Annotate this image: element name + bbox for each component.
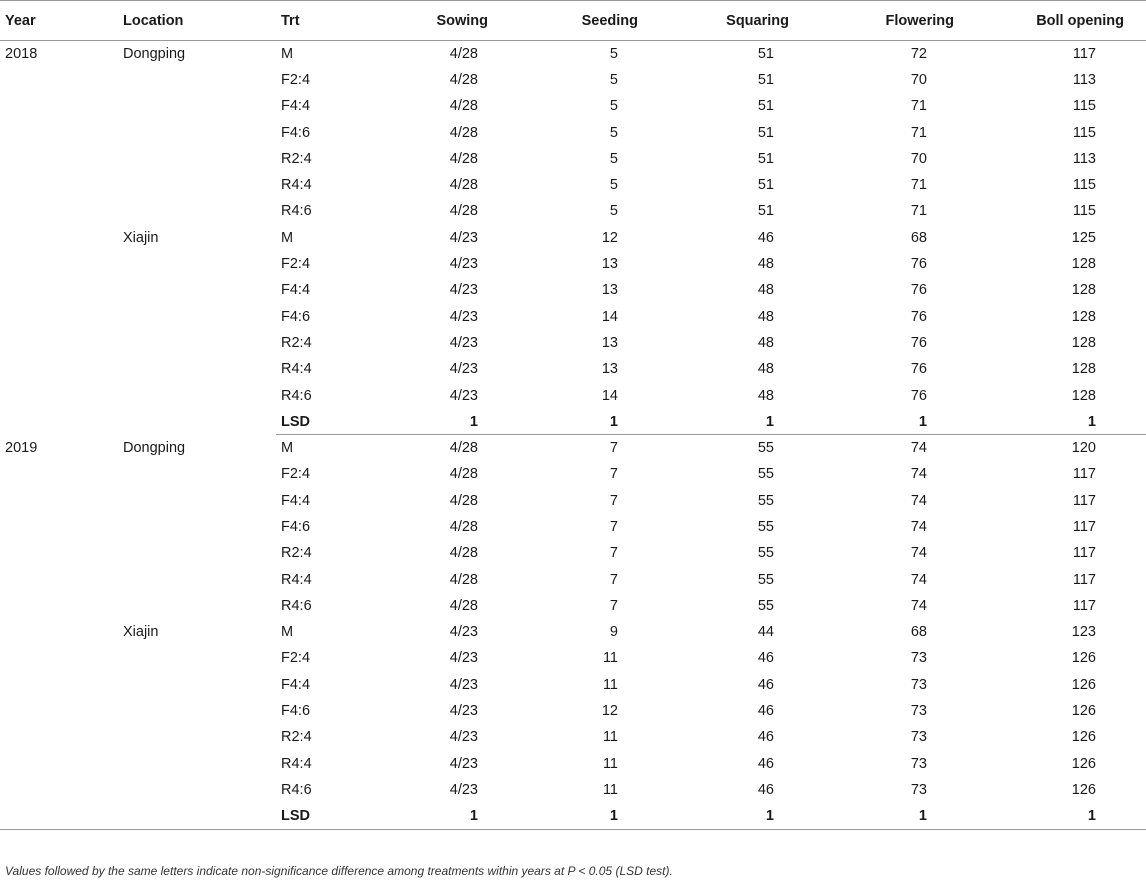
header-seeding: Seeding [510,1,660,41]
header-boll-opening: Boll opening [976,1,1146,41]
cell-sowing: 4/28 [449,571,478,588]
cell-sowing: 4/28 [449,124,478,141]
cell-trt: R2:4 [281,334,312,351]
cell-seeding: 13 [601,334,618,351]
table-row [0,672,1146,698]
table-row [0,488,1146,514]
cell-trt: F4:4 [281,282,311,299]
cell-trt: F4:6 [281,703,311,720]
cell-squaring: 44 [757,624,774,641]
cell-year [0,619,118,645]
cell-squaring: 48 [757,334,774,351]
cell-location: Xiajin [123,229,159,246]
cell-location [118,93,276,119]
cell-seeding: 5 [609,150,618,167]
cell-sowing: 4/28 [449,150,478,167]
cell-trt: R4:6 [281,781,312,798]
cell-sowing: 4/28 [449,45,478,62]
cell-flowering: 76 [910,334,927,351]
cell-flowering: 73 [910,703,927,720]
cell-squaring: 51 [757,98,774,115]
cell-squaring: 46 [757,676,774,693]
cell-location [118,777,276,803]
cell-squaring: 46 [757,650,774,667]
cell-squaring: 48 [757,308,774,325]
cell-sowing: 4/28 [449,203,478,220]
cell-trt: R4:4 [281,361,312,378]
cell-seeding: 5 [609,71,618,88]
cell-flowering: 72 [910,45,927,62]
cell-seeding: 11 [602,781,618,798]
table-row [0,67,1146,93]
cell-squaring: 51 [757,177,774,194]
header-row [0,1,1146,41]
table-row [0,146,1146,172]
table-row [0,382,1146,408]
cell-trt: R2:4 [281,150,312,167]
cell-flowering: 74 [910,466,927,483]
cell-flowering: 1 [811,409,976,435]
cell-sowing: 4/23 [449,334,478,351]
cell-sowing: 4/23 [449,781,478,798]
header-squaring: Squaring [660,1,811,41]
cell-year [0,303,118,329]
cell-squaring: 51 [757,71,774,88]
table-row [0,330,1146,356]
cell-location [118,356,276,382]
cell-location [118,146,276,172]
cell-flowering: 1 [811,803,976,829]
cell-location: Dongping [123,45,186,62]
table-row [0,119,1146,145]
header-sowing: Sowing [360,1,510,41]
cell-seeding: 7 [609,518,618,535]
cell-seeding: 7 [609,492,618,509]
cell-flowering: 71 [910,124,927,141]
cell-squaring: 1 [660,409,811,435]
table-row [0,645,1146,671]
cell-sowing: 4/23 [449,229,478,246]
cell-sowing: 1 [360,409,510,435]
cell-boll-opening: 126 [1071,650,1096,667]
cell-trt: F2:4 [281,71,311,88]
cell-squaring: 48 [757,387,774,404]
cell-trt: R4:4 [281,177,312,194]
cell-year [0,540,118,566]
cell-flowering: 73 [910,676,927,693]
table-row [0,698,1146,724]
cell-trt: F4:4 [281,676,311,693]
cell-flowering: 70 [910,150,927,167]
cell-trt: F2:4 [281,256,311,273]
cell-seeding: 7 [609,466,618,483]
cell-seeding: 5 [609,45,618,62]
table-row [0,514,1146,540]
header-year: Year [0,1,118,41]
lsd-row [0,409,1146,435]
cell-trt: R4:4 [281,571,312,588]
cell-sowing: 4/23 [449,729,478,746]
cell-trt: F2:4 [281,650,311,667]
cell-squaring: 46 [757,781,774,798]
cell-boll-opening: 117 [1072,518,1096,535]
table-row [0,93,1146,119]
header-location: Location [118,1,276,41]
cell-flowering: 73 [910,650,927,667]
cell-seeding: 13 [601,282,618,299]
cell-boll-opening: 113 [1072,150,1096,167]
cell-location [118,172,276,198]
cell-year [0,356,118,382]
cell-seeding: 13 [601,361,618,378]
cell-squaring: 48 [757,361,774,378]
cell-boll-opening: 115 [1072,177,1096,194]
cell-seeding: 11 [602,755,618,772]
cell-year [0,593,118,619]
header-trt: Trt [276,1,360,41]
cell-location [118,277,276,303]
cell-flowering: 74 [910,492,927,509]
cell-year: 2019 [5,440,38,457]
cell-year [0,93,118,119]
cell-squaring: 46 [757,703,774,720]
cell-sowing: 4/23 [449,282,478,299]
cell-trt: R4:6 [281,387,312,404]
cell-boll-opening: 128 [1071,334,1096,351]
cell-sowing: 1 [360,803,510,829]
cell-sowing: 4/23 [449,624,478,641]
cell-year [0,146,118,172]
cell-seeding: 5 [609,203,618,220]
cell-year [0,409,118,435]
table-row [0,277,1146,303]
cell-year [0,172,118,198]
cell-flowering: 73 [910,781,927,798]
cell-trt: F2:4 [281,466,311,483]
cell-location: Xiajin [123,624,159,641]
cell-sowing: 4/23 [449,361,478,378]
cell-boll-opening: 115 [1072,203,1096,220]
table-row [0,172,1146,198]
table-row [0,724,1146,750]
cell-year [0,751,118,777]
cell-trt: LSD [276,409,360,435]
cell-sowing: 4/23 [449,650,478,667]
cell-location [118,540,276,566]
table-row [0,540,1146,566]
cell-seeding: 7 [609,571,618,588]
cell-boll-opening: 128 [1071,308,1096,325]
cell-location [118,488,276,514]
cell-sowing: 4/23 [449,308,478,325]
cell-location [118,409,276,435]
table-row [0,225,1146,251]
cell-flowering: 68 [910,229,927,246]
cell-boll-opening: 125 [1071,229,1096,246]
cell-location [118,303,276,329]
cell-squaring: 46 [757,755,774,772]
cell-boll-opening: 126 [1071,676,1096,693]
cell-location [118,566,276,592]
cell-sowing: 4/28 [449,440,478,457]
cell-squaring: 55 [757,492,774,509]
cell-boll-opening: 126 [1071,703,1096,720]
cell-squaring: 51 [757,45,774,62]
table-row [0,41,1146,67]
cell-boll-opening: 117 [1072,545,1096,562]
cell-boll-opening: 128 [1071,361,1096,378]
cell-boll-opening: 126 [1071,755,1096,772]
cell-seeding: 13 [601,256,618,273]
cell-trt: LSD [276,803,360,829]
cell-seeding: 11 [602,729,618,746]
table-row [0,777,1146,803]
cell-year [0,514,118,540]
cell-squaring: 55 [757,597,774,614]
cell-boll-opening: 117 [1072,571,1096,588]
cell-location [118,119,276,145]
cell-squaring: 51 [757,150,774,167]
cell-boll-opening: 126 [1071,781,1096,798]
cell-location [118,593,276,619]
cell-year [0,488,118,514]
cell-flowering: 74 [910,440,927,457]
cell-trt: R4:6 [281,597,312,614]
cell-location [118,198,276,224]
cell-seeding: 5 [609,124,618,141]
cell-boll-opening: 120 [1071,440,1096,457]
cell-squaring: 55 [757,545,774,562]
table-row [0,356,1146,382]
cell-sowing: 4/23 [449,676,478,693]
cell-trt: F4:6 [281,124,311,141]
cell-seeding: 14 [601,308,618,325]
cell-trt: M [281,229,294,246]
cell-flowering: 76 [910,308,927,325]
cell-location: Dongping [123,440,186,457]
cell-flowering: 71 [910,203,927,220]
table-row [0,435,1146,461]
cell-year [0,566,118,592]
cell-squaring: 1 [660,803,811,829]
cell-boll-opening: 1 [976,409,1146,435]
cell-boll-opening: 123 [1071,624,1096,641]
cell-sowing: 4/28 [449,518,478,535]
cell-year [0,119,118,145]
cell-location [118,67,276,93]
cell-sowing: 4/28 [449,597,478,614]
cell-sowing: 4/28 [449,466,478,483]
cell-boll-opening: 126 [1071,729,1096,746]
cell-seeding: 11 [602,650,618,667]
header-flowering: Flowering [811,1,976,41]
cell-sowing: 4/28 [449,492,478,509]
cell-sowing: 4/23 [449,703,478,720]
table-header [0,1,1146,41]
cell-boll-opening: 115 [1072,124,1096,141]
cell-flowering: 74 [910,545,927,562]
cell-location [118,803,276,829]
cell-year [0,777,118,803]
cell-squaring: 51 [757,124,774,141]
cell-location [118,698,276,724]
cell-boll-opening: 117 [1072,45,1096,62]
cell-flowering: 74 [910,518,927,535]
cell-squaring: 46 [757,729,774,746]
cell-year [0,698,118,724]
cell-flowering: 71 [910,177,927,194]
cell-flowering: 74 [910,597,927,614]
cell-year [0,225,118,251]
table-row [0,198,1146,224]
cell-flowering: 76 [910,387,927,404]
cell-boll-opening: 128 [1071,387,1096,404]
cell-sowing: 4/23 [449,256,478,273]
cell-year [0,672,118,698]
cell-boll-opening: 128 [1071,256,1096,273]
table-row [0,751,1146,777]
cell-year [0,461,118,487]
lsd-row [0,803,1146,829]
table-footnote: Values followed by the same letters indicate non-significance difference among treatments within years at P < 0.05 (LSD test). [5,864,673,878]
cell-trt: R4:6 [281,203,312,220]
cell-trt: F4:4 [281,492,311,509]
cell-location [118,724,276,750]
cell-seeding: 11 [602,676,618,693]
cell-year [0,277,118,303]
cell-seeding: 5 [609,177,618,194]
cell-sowing: 4/28 [449,98,478,115]
cell-location [118,251,276,277]
cell-seeding: 5 [609,98,618,115]
cell-boll-opening: 117 [1072,597,1096,614]
cell-trt: F4:6 [281,518,311,535]
cell-year [0,803,118,829]
cell-trt: F4:4 [281,98,311,115]
cell-location [118,461,276,487]
cell-flowering: 73 [910,755,927,772]
cell-seeding: 9 [609,624,618,641]
cell-seeding: 12 [601,229,618,246]
cell-boll-opening: 117 [1072,466,1096,483]
table-row [0,251,1146,277]
cell-flowering: 71 [910,98,927,115]
cell-squaring: 55 [757,518,774,535]
cell-flowering: 68 [910,624,927,641]
table-row [0,461,1146,487]
cell-trt: R2:4 [281,545,312,562]
cell-seeding: 7 [609,440,618,457]
cell-trt: M [281,45,294,62]
cell-flowering: 70 [910,71,927,88]
cell-boll-opening: 128 [1071,282,1096,299]
cell-squaring: 55 [757,466,774,483]
cell-trt: M [281,624,294,641]
cell-location [118,514,276,540]
table-row [0,593,1146,619]
cell-trt: M [281,440,294,457]
cell-trt: R2:4 [281,729,312,746]
cell-year [0,382,118,408]
cell-sowing: 4/23 [449,755,478,772]
cell-seeding: 14 [601,387,618,404]
cell-trt: R4:4 [281,755,312,772]
cell-squaring: 46 [757,229,774,246]
cell-year [0,67,118,93]
cell-sowing: 4/28 [449,71,478,88]
cell-year [0,198,118,224]
cell-year [0,645,118,671]
cell-year [0,251,118,277]
cell-sowing: 4/28 [449,545,478,562]
cell-seeding: 1 [510,409,660,435]
cell-squaring: 55 [757,440,774,457]
cell-location [118,672,276,698]
cell-trt: F4:6 [281,308,311,325]
cell-flowering: 76 [910,361,927,378]
cell-location [118,382,276,408]
cell-seeding: 12 [601,703,618,720]
cell-year [0,330,118,356]
table-body [0,41,1146,830]
cell-year: 2018 [5,45,38,62]
cell-squaring: 51 [757,203,774,220]
cell-squaring: 48 [757,282,774,299]
cell-boll-opening: 113 [1072,71,1096,88]
cell-boll-opening: 117 [1072,492,1096,509]
cell-boll-opening: 1 [976,803,1146,829]
cell-location [118,645,276,671]
cell-flowering: 74 [910,571,927,588]
cell-squaring: 55 [757,571,774,588]
cell-year [0,724,118,750]
table-row [0,566,1146,592]
cell-squaring: 48 [757,256,774,273]
cell-location [118,330,276,356]
cell-flowering: 73 [910,729,927,746]
cell-seeding: 7 [609,545,618,562]
cell-seeding: 1 [510,803,660,829]
cell-flowering: 76 [910,256,927,273]
cell-flowering: 76 [910,282,927,299]
table-row [0,303,1146,329]
cell-seeding: 7 [609,597,618,614]
cell-boll-opening: 115 [1072,98,1096,115]
table-row [0,619,1146,645]
cell-location [118,751,276,777]
cell-sowing: 4/23 [449,387,478,404]
cell-sowing: 4/28 [449,177,478,194]
